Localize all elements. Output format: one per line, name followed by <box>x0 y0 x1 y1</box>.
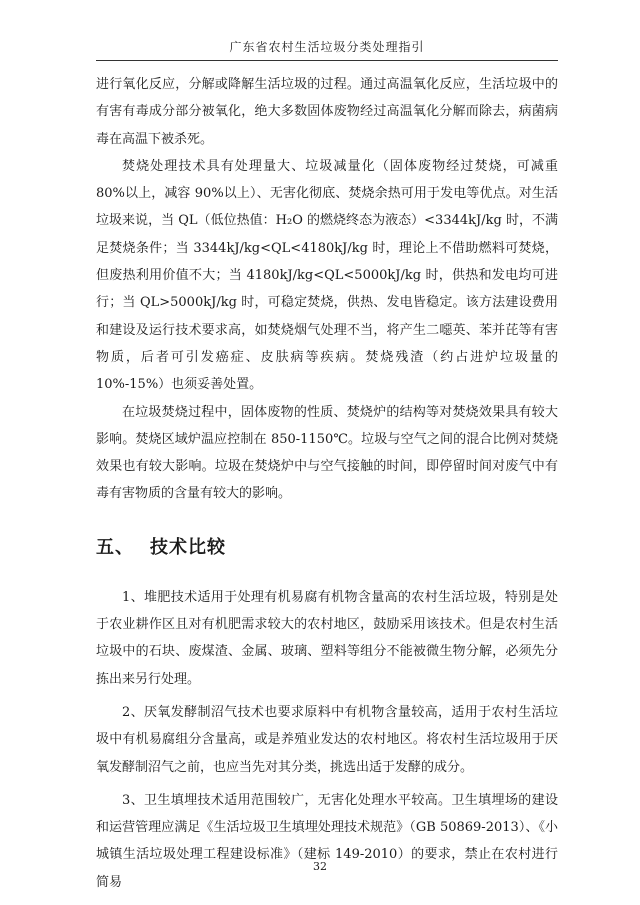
running-header: 广东省农村生活垃圾分类处理指引 <box>229 40 425 54</box>
paragraph-incineration-process: 在垃圾焚烧过程中，固体废物的性质、焚烧炉的结构等对焚烧效果具有较大影响。焚烧区域炉温应控制在 850-1150℃。垃圾与空气之间的混合比例对焚烧效果也有较大影响。垃圾在焚烧炉中与空气接触的时间，即停留时间对废气中有毒有害物质的含量有较大的影响。 <box>96 404 558 502</box>
paragraph-landfill: 3、卫生填埋技术适用范围较广，无害化处理水平较高。卫生填埋场的建设和运营管理应满足《生活垃圾卫生填埋处理技术规范》（GB 50869-2013）、《小城镇生活垃圾处理工程建设标准》（建标 149-2010）的要求，禁止在农村进行简易 <box>96 792 558 890</box>
section-title: 技术比较 <box>150 536 226 558</box>
page-number: 32 <box>313 860 327 873</box>
paragraph-anaerobic: 2、厌氧发酵制沼气技术也要求原料中有机物含量较高，适用于农村生活垃圾中有机易腐组分含量高，或是养殖业发达的农村地区。将农村生活垃圾用于厌氧发酵制沼气之前，也应当先对其分类，挑选出适于发酵的成分。 <box>96 704 558 775</box>
section-heading <box>96 534 558 562</box>
header-rule <box>96 60 558 61</box>
section-spacer <box>96 562 558 584</box>
paragraph-composting: 1、堆肥技术适用于处理有机易腐有机物含量高的农村生活垃圾，特别是处于农业耕作区且对有机肥需求较大的农村地区，鼓励采用该技术。但是农村生活垃圾中的石块、废煤渣、金属、玻璃、塑料等组分不能被微生物分解，必须先分拣出来另行处理。 <box>96 589 558 687</box>
paragraph-continued: 进行氧化反应，分解或降解生活垃圾的过程。通过高温氧化反应，生活垃圾中的有害有毒成分部分被氧化，绝大多数固体废物经过高温氧化分解而除去，病菌病毒在高温下被杀死。 <box>96 77 558 147</box>
paragraph-incineration-advantages: 焚烧处理技术具有处理量大、垃圾减量化（固体废物经过焚烧，可减重 80%以上，减容 90%以上）、无害化彻底、焚烧余热可用于发电等优点。对生活垃圾来说，当 QL（低位热值：H₂O 的燃烧终态为液态）<3344kJ/kg 时，不满足焚烧条件；当 3344kJ/kg<QL<4180kJ/kg 时，理论上不借助燃料可焚烧，但废热利用价值不大；当 4180kJ/kg<QL<5000kJ/kg 时，供热和发电均可进行；当 QL>5000kJ/kg 时，可稳定焚烧，供热、发电皆稳定。该方法建设费用和建设及运行技术要求高，如焚烧烟气处理不当，将产生二噁英、苯并芘等有害物质，后者可引发癌症、皮肤病等疾病。焚烧残渣（约占进炉垃圾量的 10%-15%）也须妥善处置。 <box>96 158 558 393</box>
section-spacer <box>96 508 558 534</box>
section-number: 五、 <box>96 536 134 558</box>
page-body <box>96 71 558 896</box>
